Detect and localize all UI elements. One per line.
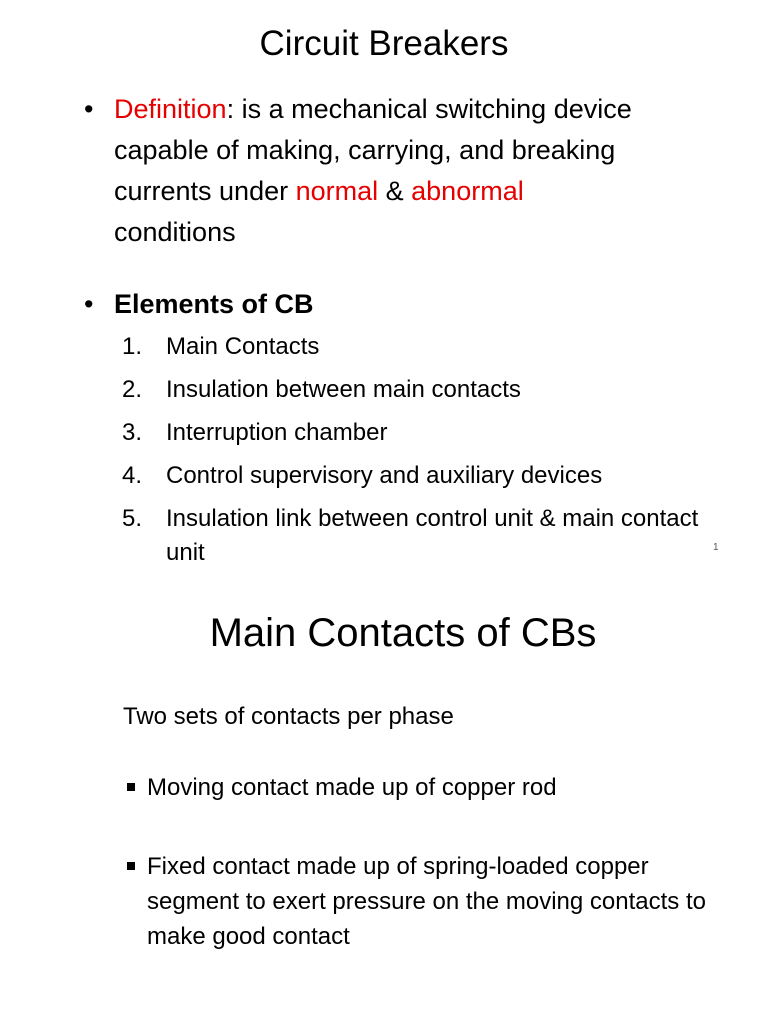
list-item bbox=[122, 330, 722, 364]
intro-text: Two sets of contacts per phase bbox=[123, 703, 454, 730]
normal-term: normal bbox=[295, 176, 379, 206]
list-item bbox=[122, 459, 722, 493]
slide-title: Main Contacts of CBs bbox=[209, 611, 597, 655]
bullet-dot: • bbox=[84, 94, 94, 124]
list-item bbox=[122, 502, 722, 570]
slide-title: Circuit Breakers bbox=[259, 24, 509, 63]
list-item bbox=[122, 373, 722, 407]
list-text: Main Contacts bbox=[166, 333, 320, 360]
elements-list bbox=[122, 330, 722, 570]
bullet-text: Fixed contact made up of spring-loaded copper segment to exert pressure on the moving contacts to make good contact bbox=[147, 853, 706, 950]
definition-term: Definition bbox=[114, 94, 227, 124]
list-item bbox=[122, 416, 722, 450]
list-text: Control supervisory and auxiliary devices bbox=[166, 462, 603, 489]
list-number: 5. bbox=[122, 505, 143, 532]
definition-text-2: capable of making, carrying, and breaking bbox=[114, 135, 616, 165]
list-text: Insulation between main contacts bbox=[166, 376, 521, 403]
list-number: 3. bbox=[122, 419, 143, 446]
square-bullet-icon bbox=[127, 862, 135, 870]
bullet-text: Moving contact made up of copper rod bbox=[147, 774, 557, 801]
list-number: 1. bbox=[122, 333, 143, 360]
list-number: 4. bbox=[122, 462, 143, 489]
list-number: 2. bbox=[122, 376, 143, 403]
definition-text-3: currents under bbox=[114, 176, 296, 206]
definition-text-1: : is a mechanical switching device bbox=[226, 94, 632, 124]
list-text: Interruption chamber bbox=[166, 419, 388, 446]
definition-text-4: conditions bbox=[114, 217, 236, 247]
abnormal-term: abnormal bbox=[411, 176, 524, 206]
bullet-dot: • bbox=[84, 289, 94, 319]
list-text: Insulation link between control unit & main contact unit bbox=[166, 505, 699, 566]
page-number: 1 bbox=[713, 542, 719, 553]
elements-heading: Elements of CB bbox=[114, 289, 314, 319]
ampersand: & bbox=[378, 176, 412, 206]
square-bullet-icon bbox=[127, 783, 135, 791]
definition-paragraph bbox=[114, 89, 734, 253]
